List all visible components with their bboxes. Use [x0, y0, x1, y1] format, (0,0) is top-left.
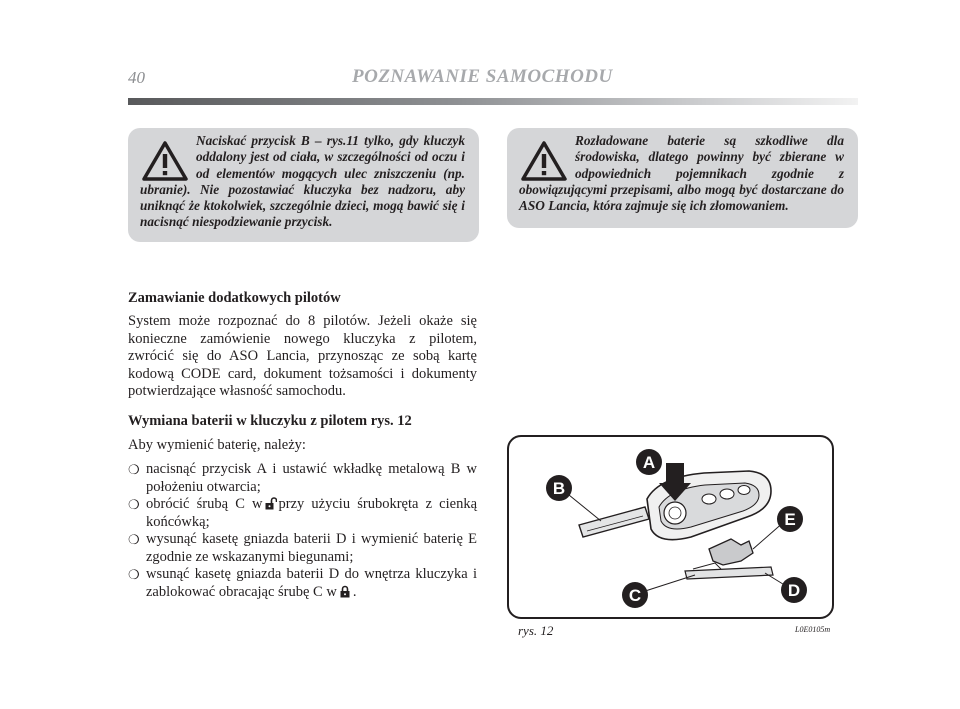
list-item	[128, 531, 477, 566]
figure-code: L0E0105m	[795, 625, 831, 634]
step-text: wysunąć kasetę gniazda baterii D i wymienić baterię E zgodnie ze wskazanymi biegunami;	[146, 531, 477, 565]
label-a: A	[642, 453, 656, 472]
paragraph-ordering: System może rozpoznać do 8 pilotów. Jeżeli okaże się konieczne zamówienie nowego kluczyka z pilotem, zwrócić się do ASO Lancia, przynosząc ze sobą kartę kodową CODE card, dokument tożsamości i dokumenty potwierdzające własność samochodu.	[128, 313, 477, 399]
label-e-marker	[777, 506, 803, 532]
header-rule	[128, 98, 858, 105]
lock-icon	[339, 585, 351, 598]
label-b: B	[552, 479, 566, 498]
section-heading-ordering: Zamawianie dodatkowych pilotów	[128, 290, 341, 306]
list-item	[128, 566, 477, 601]
figure-caption: rys. 12	[518, 623, 554, 638]
warning-text: Rozładowane baterie są szkodliwe dla środowiska, dlatego powinny być zbierane w odpowiednich pojemnikach zgodnie z obowiązującymi przepisami, albo mogą być dostarczane do ASO Lancia, która zajmuje się ich złomowaniem.	[519, 133, 844, 214]
figure-frame	[507, 435, 834, 619]
warning-box-batteries	[507, 128, 858, 228]
label-a-marker	[636, 449, 662, 475]
warning-box-keyfob	[128, 128, 479, 242]
label-b-marker	[546, 475, 572, 501]
step-text: obrócić śrubą C w	[146, 496, 263, 512]
unlock-icon	[265, 497, 277, 510]
key-fob-illustration	[509, 437, 832, 617]
warning-triangle-icon	[521, 141, 567, 181]
warning-triangle-icon	[142, 141, 188, 181]
paragraph-battery-intro: Aby wymienić baterię, należy:	[128, 437, 306, 453]
chapter-title: POZNAWANIE SAMOCHODU	[352, 66, 613, 87]
step-text: wsunąć kasetę gniazda baterii D do wnętrza kluczyka i zablokować obracając śrubę C w	[146, 566, 477, 600]
step-text: przy użyciu śrubokręta z cienką końcówką;	[146, 496, 478, 530]
label-e: E	[784, 510, 796, 529]
label-d: D	[787, 581, 801, 600]
battery-steps-list	[128, 461, 477, 601]
section-heading-battery: Wymiana baterii w kluczyku z pilotem rys. 12	[128, 413, 412, 429]
label-d-marker	[781, 577, 807, 603]
step-text: nacisnąć przycisk A i ustawić wkładkę metalową B w położeniu otwarcia;	[146, 461, 477, 495]
list-item	[128, 496, 477, 531]
label-c: C	[628, 586, 642, 605]
warning-text: Naciskać przycisk B – rys.11 tylko, gdy kluczyk oddalony jest od ciała, w szczególności od oczu i od elementów mogących ulec zniszczeniu (np. ubranie). Nie pozostawiać kluczyka bez nadzoru, aby uniknąć że ktokolwiek, szczególnie dzieci, mogą bawić się i nacisnąć niespodziewanie przycisk.	[140, 133, 465, 230]
page-number: 40	[128, 68, 145, 87]
list-item	[128, 461, 477, 496]
step-text: .	[352, 583, 357, 600]
label-c-marker	[622, 582, 648, 608]
